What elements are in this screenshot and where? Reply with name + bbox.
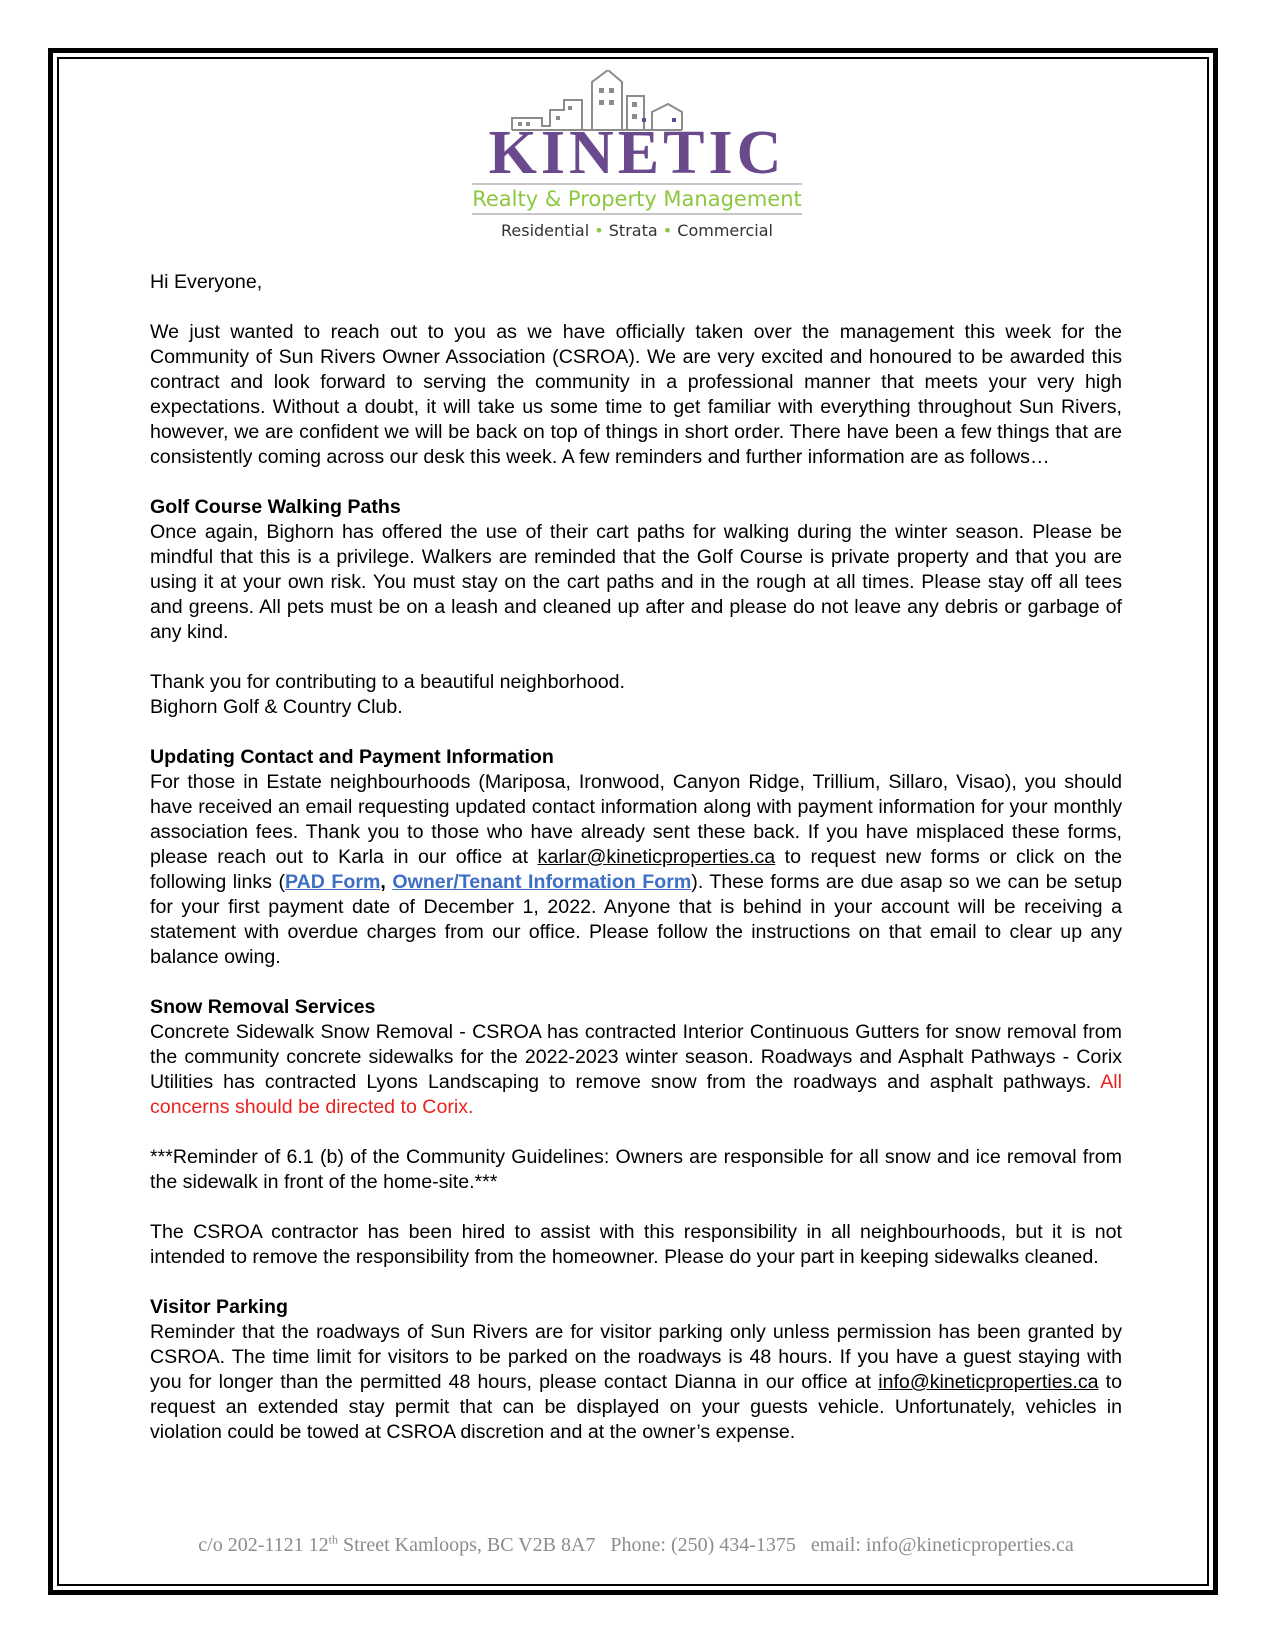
greeting: Hi Everyone, (150, 271, 263, 293)
footer-address-end: Street Kamloops, BC V2B 8A7 Phone: (250) 434-1375 email: info@kineticproperties.ca (337, 1534, 1074, 1556)
footer-superscript: th (328, 1532, 338, 1547)
snow-body: Concrete Sidewalk Snow Removal - CSROA has contracted Interior Continuous Gutters for snow removal from the community concrete sidewalks for the 2022-2023 winter season. Roadways and Asphalt Pathways - Corix Utilities has contracted Lyons Landscaping to remove snow from the roadways and asphalt pathways. (150, 1021, 1122, 1093)
parking-section (150, 1295, 1122, 1445)
snow-contractor: The CSROA contractor has been hired to assist with this responsibility in all neighbourhoods, but it is not intended to remove the responsibility from the homeowner. Please do your part in keeping sidewalks cleaned. (150, 1221, 1122, 1268)
bullet-icon: • (594, 221, 609, 240)
info-email-link[interactable]: info@kineticproperties.ca (878, 1371, 1099, 1393)
golf-signature: Bighorn Golf & Country Club. (150, 696, 403, 718)
footer-address (0, 1534, 1272, 1557)
parking-text: to request an extended stay permit that can be displayed on your guests vehicle. Unfortunately, vehicles in violation could be towed at CSROA discretion and at the owner’s expense. (150, 1371, 1122, 1443)
golf-thanks (150, 670, 1122, 720)
letter-body (150, 270, 1122, 1445)
kinetic-logo-graphic (472, 70, 802, 250)
service-strata: Strata (608, 221, 658, 240)
snow-reminder: ***Reminder of 6.1 (b) of the Community Guidelines: Owners are responsible for all snow and ice removal from the sidewalk in front of the home-site.*** (150, 1146, 1122, 1193)
service-residential: Residential (501, 221, 590, 240)
intro-paragraph: We just wanted to reach out to you as we have officially taken over the management this week for the Community of Sun Rivers Owner Association (CSROA). We are very excited and honoured to be awarded this contract and look forward to serving the community in a professional manner that meets your very high expectations. Without a doubt, it will take us some time to get familiar with everything throughout Sun Rivers, however, we are confident we will be back on top of things in short order. There have been a few things that are consistently coming across our desk this week. A few reminders and further information are as follows… (150, 321, 1122, 468)
parking-text: Reminder that the roadways of Sun Rivers are for visitor parking only unless permission has been granted by CSROA. The time limit for visitors to be parked on the roadways is 48 hours. If you have a guest staying with you for longer than the permitted 48 hours, please contact Dianna in our office at (150, 1321, 1122, 1393)
parking-heading: Visitor Parking (150, 1296, 288, 1318)
logo-services (501, 221, 773, 240)
snow-section (150, 995, 1122, 1120)
contact-text: ). These forms are due asap so we can be setup for your first payment date of December 1, 2022. Anyone that is behind in your account will be receiving a statement with overdue charges from our office. Please follow the instructions on that email to clear up any balance owing. (150, 871, 1122, 968)
service-commercial: Commercial (677, 221, 773, 240)
contact-section (150, 745, 1122, 970)
bullet-icon: • (662, 221, 678, 240)
contact-text: For those in Estate neighbourhoods (Mariposa, Ironwood, Canyon Ridge, Trillium, Sillaro, Visao), you should have received an email requesting updated contact information along with payment information for your monthly association fees. Thank you to those who have already sent these back. If you have misplaced these forms, please reach out to Karla in our office at (150, 771, 1122, 868)
snow-heading: Snow Removal Services (150, 996, 376, 1018)
logo-tagline: Realty & Property Management (472, 187, 802, 211)
golf-section (150, 495, 1122, 645)
kinetic-logo (472, 70, 802, 250)
footer-address-start: c/o 202-1121 12 (198, 1534, 329, 1556)
contact-heading: Updating Contact and Payment Information (150, 746, 554, 768)
contact-text: to request new forms or click on the following links ( (150, 846, 1122, 893)
pad-form-link[interactable]: PAD Form (284, 871, 381, 893)
owner-tenant-form-link[interactable]: Owner/Tenant Information Form (392, 871, 692, 893)
golf-body: Once again, Bighorn has offered the use of their cart paths for walking during the winter season. Please be mindful that this is a privilege. Walkers are reminded that the Golf Course is private property and that you are using it at your own risk. You must stay on the cart paths and in the rough at all times. Please stay off all tees and greens. All pets must be on a leash and cleaned up after and please do not leave any debris or garbage of any kind. (150, 521, 1122, 643)
link-separator: , (380, 871, 393, 893)
karla-email-link[interactable]: karlar@kineticproperties.ca (537, 846, 776, 868)
logo-brand: KINETIC (488, 119, 786, 187)
golf-heading: Golf Course Walking Paths (150, 496, 401, 518)
snow-concern-note: All concerns should be directed to Corix. (150, 1071, 1122, 1118)
golf-thanks-line: Thank you for contributing to a beautiful neighborhood. (150, 671, 625, 693)
